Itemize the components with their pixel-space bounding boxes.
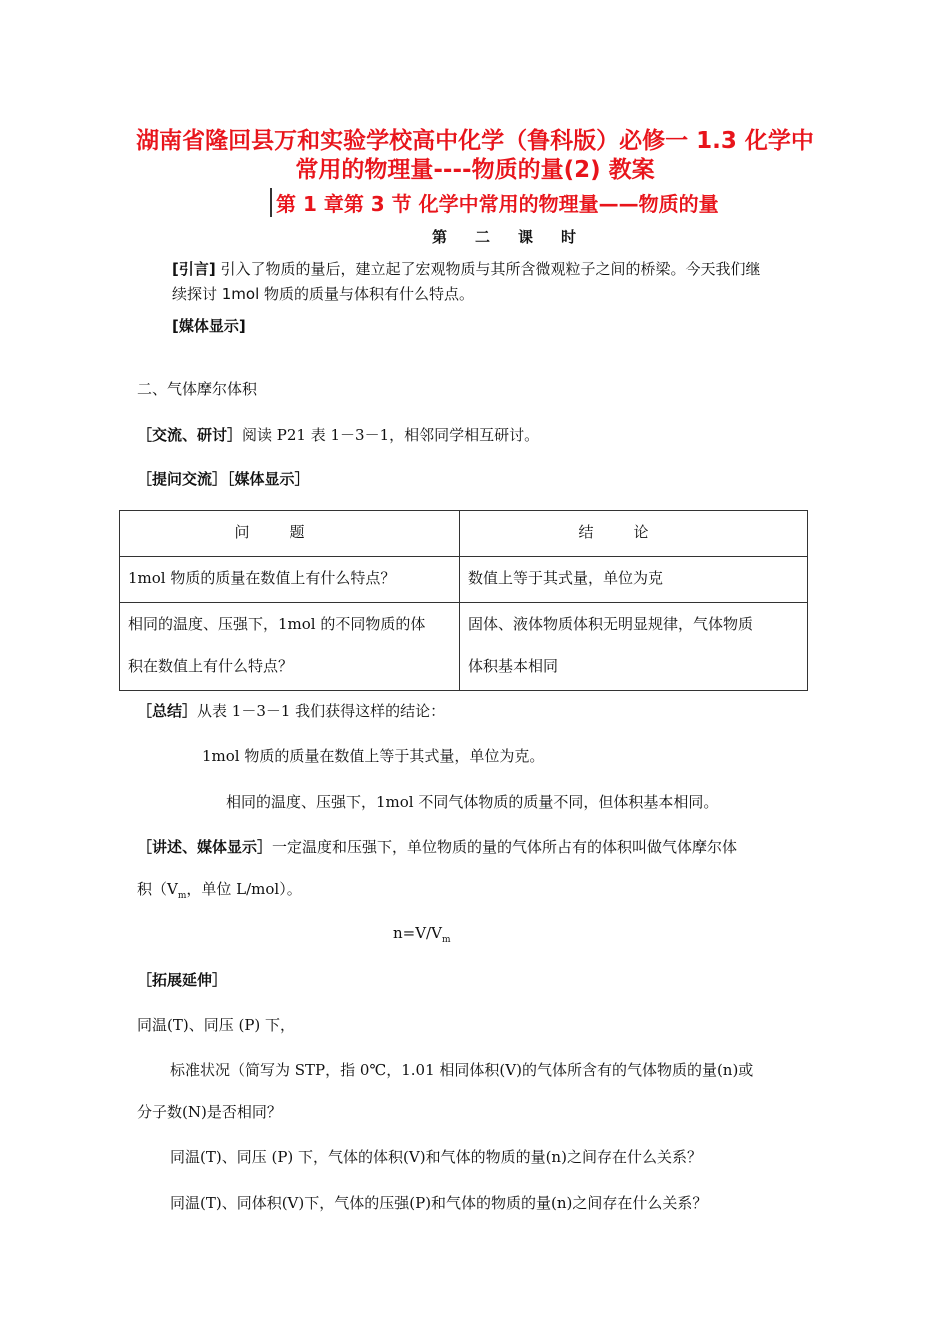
exchange-paragraph (137, 424, 539, 445)
molar-volume-formula (393, 924, 451, 945)
lecture-line2-prefix: 积（V (137, 880, 178, 898)
chapter-heading: 第 1 章第 3 节 化学中常用的物理量——物质的量 (270, 188, 719, 217)
table-cell-question-line2: 积在数值上有什么特点？ (128, 657, 294, 675)
question-exchange-label: ［提问交流］［媒体显示］ (137, 470, 310, 488)
summary-tag: ［总结］ (137, 702, 198, 720)
extension-question-3: 同温(T)、同体积(V)下，气体的压强(P)和气体的物质的量(n)之间存在什么关系？ (170, 1194, 708, 1212)
table-cell-answer: 数值上等于其式量，单位为克 (460, 557, 808, 603)
extension-line1: 同温(T)、同压 (P) 下， (137, 1016, 296, 1034)
intro-tag: [引言] (172, 260, 216, 278)
section-heading: 二、气体摩尔体积 (137, 380, 258, 398)
extension-question-1-line2: 分子数(N)是否相同？ (137, 1103, 282, 1121)
extension-question-2: 同温(T)、同压 (P) 下，气体的体积(V)和气体的物质的量(n)之间存在什么关系？ (170, 1148, 702, 1166)
intro-text-line1: 引入了物质的量后，建立起了宏观物质与其所含微观粒子之间的桥梁。今天我们继 (220, 260, 761, 278)
lecture-line2 (137, 878, 302, 901)
table-cell-answer-line1: 固体、液体物质体积无明显规律，气体物质 (468, 615, 754, 633)
summary-paragraph (137, 700, 445, 721)
intro-line2: 续探讨 1mol 物质的质量与体积有什么特点。 (172, 285, 475, 303)
table-cell-answer (460, 603, 808, 691)
lecture-text-line1: 一定温度和压强下，单位物质的量的气体所占有的体积叫做气体摩尔体 (272, 838, 738, 856)
exchange-tag: ［交流、研讨］ (137, 426, 243, 444)
summary-point-2: 相同的温度、压强下，1mol 不同气体物质的质量不同，但体积基本相同。 (226, 793, 719, 811)
summary-text: 从表 1－3－1 我们获得这样的结论： (197, 702, 446, 720)
extension-tag: ［拓展延伸］ (137, 971, 228, 989)
table-row (120, 557, 808, 603)
document-title-line1: 湖南省隆回县万和实验学校高中化学（鲁科版）必修一 1.3 化学中 (136, 128, 814, 154)
table-cell-answer-line2: 体积基本相同 (468, 657, 559, 675)
lecture-line2-suffix: ，单位 L/mol）。 (186, 880, 302, 898)
formula-sub: m (441, 935, 451, 945)
document-title-line2: 常用的物理量----物质的量(2) 教案 (295, 157, 655, 183)
table-row (120, 603, 808, 691)
formula-main: n=V/V (393, 924, 442, 942)
lesson-label: 第二课时 (432, 228, 605, 246)
summary-point-1: 1mol 物质的质量在数值上等于其式量，单位为克。 (202, 747, 545, 765)
intro-line1 (172, 258, 761, 279)
extension-question-1-line1: 标准状况（简写为 STP，指 0℃，1.01 相同体积(V)的气体所含有的气体物质的量(n)或 (170, 1061, 754, 1079)
table-header-conclusion: 结论 (460, 511, 808, 557)
table-header-row (120, 511, 808, 557)
table-cell-question: 1mol 物质的质量在数值上有什么特点？ (120, 557, 460, 603)
lecture-line1 (137, 836, 737, 857)
table-cell-question-line1: 相同的温度、压强下，1mol 的不同物质的体 (128, 615, 426, 633)
lecture-tag: ［讲述、媒体显示］ (137, 838, 273, 856)
table-cell-question (120, 603, 460, 691)
media-display-label: [媒体显示] (172, 317, 246, 335)
exchange-text: 阅读 P21 表 1－3－1，相邻同学相互研讨。 (242, 426, 540, 444)
table-header-question: 问题 (120, 511, 460, 557)
qa-table (119, 510, 808, 691)
lecture-line2-sub: m (177, 891, 187, 901)
